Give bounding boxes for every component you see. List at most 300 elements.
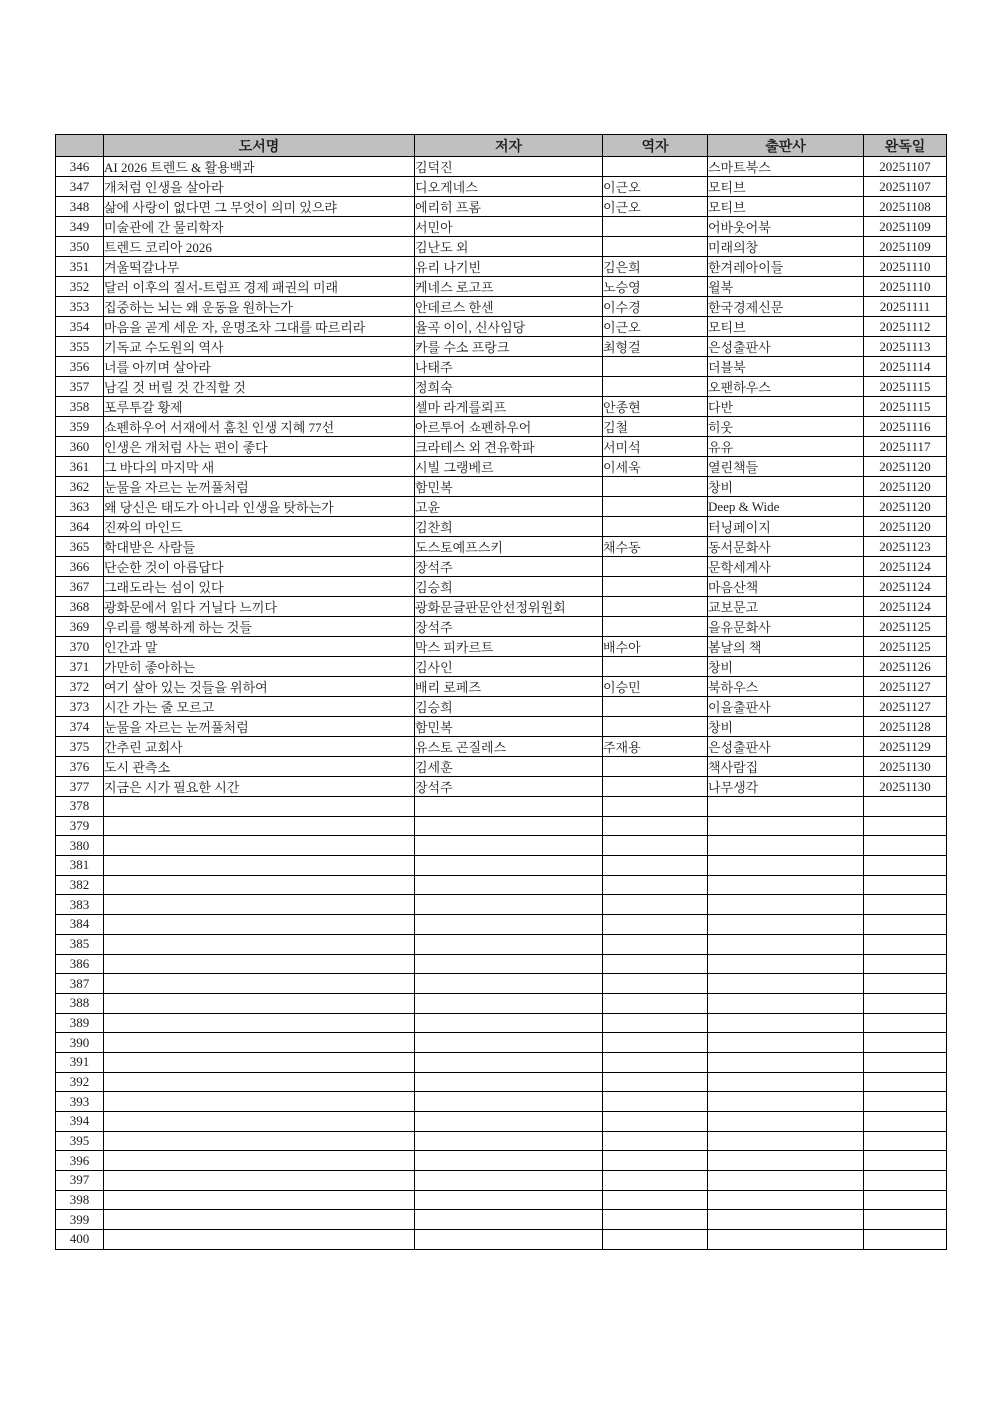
cell-translator: 이수경 — [603, 297, 708, 317]
header-book-title: 도서명 — [104, 135, 415, 157]
cell-author: 막스 피카르트 — [415, 637, 603, 657]
cell-row-number: 387 — [56, 974, 104, 994]
table-row — [56, 737, 947, 757]
cell-row-number: 398 — [56, 1190, 104, 1210]
cell-publisher: 모티브 — [708, 317, 864, 337]
cell-finish-date: 20251109 — [864, 237, 947, 257]
cell-author: 도스토예프스키 — [415, 537, 603, 557]
table-row — [56, 257, 947, 277]
cell-book-title: 포루투갈 황제 — [104, 397, 415, 417]
cell-row-number: 397 — [56, 1171, 104, 1191]
cell-book-title: AI 2026 트렌드 & 활용백과 — [104, 157, 415, 177]
header-publisher: 출판사 — [708, 135, 864, 157]
cell-row-number: 347 — [56, 177, 104, 197]
cell-row-number: 353 — [56, 297, 104, 317]
cell-book-title — [104, 934, 415, 954]
cell-book-title: 간추린 교회사 — [104, 737, 415, 757]
cell-author: 디오게네스 — [415, 177, 603, 197]
table-row — [56, 677, 947, 697]
cell-translator — [603, 657, 708, 677]
cell-finish-date: 20251110 — [864, 257, 947, 277]
cell-finish-date: 20251124 — [864, 577, 947, 597]
table-row — [56, 497, 947, 517]
table-row — [56, 537, 947, 557]
cell-finish-date: 20251130 — [864, 757, 947, 777]
cell-finish-date: 20251108 — [864, 197, 947, 217]
cell-book-title: 시간 가는 줄 모르고 — [104, 697, 415, 717]
cell-book-title: 기독교 수도원의 역사 — [104, 337, 415, 357]
cell-finish-date: 20251124 — [864, 597, 947, 617]
cell-publisher: 이을출판사 — [708, 697, 864, 717]
cell-row-number: 384 — [56, 915, 104, 935]
cell-publisher — [708, 1171, 864, 1191]
cell-row-number: 392 — [56, 1072, 104, 1092]
cell-translator — [603, 1052, 708, 1072]
table-row — [56, 1171, 947, 1191]
table-row — [56, 457, 947, 477]
cell-author: 배리 로페즈 — [415, 677, 603, 697]
table-row — [56, 577, 947, 597]
table-row — [56, 836, 947, 856]
cell-book-title: 너를 아끼며 살아라 — [104, 357, 415, 377]
cell-row-number: 385 — [56, 934, 104, 954]
cell-author: 안데르스 한센 — [415, 297, 603, 317]
cell-row-number: 376 — [56, 757, 104, 777]
cell-row-number: 399 — [56, 1210, 104, 1230]
cell-book-title — [104, 816, 415, 836]
cell-book-title: 왜 당신은 태도가 아니라 인생을 탓하는가 — [104, 497, 415, 517]
cell-finish-date: 20251110 — [864, 277, 947, 297]
cell-author: 김승희 — [415, 577, 603, 597]
cell-book-title — [104, 1190, 415, 1210]
cell-author — [415, 1112, 603, 1132]
header-translator: 역자 — [603, 135, 708, 157]
cell-translator — [603, 1013, 708, 1033]
cell-book-title: 진짜의 마인드 — [104, 517, 415, 537]
cell-publisher: 한국경제신문 — [708, 297, 864, 317]
table-row — [56, 657, 947, 677]
header-row-number — [56, 135, 104, 157]
cell-finish-date: 20251115 — [864, 397, 947, 417]
cell-publisher — [708, 954, 864, 974]
cell-translator — [603, 377, 708, 397]
cell-row-number: 377 — [56, 777, 104, 797]
cell-finish-date: 20251109 — [864, 217, 947, 237]
cell-author — [415, 1092, 603, 1112]
cell-author: 장석주 — [415, 557, 603, 577]
table-row — [56, 437, 947, 457]
cell-publisher — [708, 1131, 864, 1151]
table-row — [56, 617, 947, 637]
cell-translator — [603, 697, 708, 717]
cell-author — [415, 974, 603, 994]
cell-book-title: 그래도라는 섬이 있다 — [104, 577, 415, 597]
cell-finish-date — [864, 1171, 947, 1191]
table-row — [56, 337, 947, 357]
cell-translator — [603, 477, 708, 497]
cell-row-number: 400 — [56, 1230, 104, 1250]
table-row — [56, 777, 947, 797]
cell-row-number: 367 — [56, 577, 104, 597]
cell-row-number: 362 — [56, 477, 104, 497]
cell-translator — [603, 597, 708, 617]
cell-translator — [603, 797, 708, 817]
cell-book-title: 겨울떡갈나무 — [104, 257, 415, 277]
table-row — [56, 1033, 947, 1053]
cell-publisher: 을유문화사 — [708, 617, 864, 637]
cell-author — [415, 856, 603, 876]
cell-row-number: 373 — [56, 697, 104, 717]
cell-translator: 이근오 — [603, 197, 708, 217]
cell-publisher: 열린책들 — [708, 457, 864, 477]
cell-finish-date: 20251127 — [864, 697, 947, 717]
table-row — [56, 1052, 947, 1072]
cell-row-number: 389 — [56, 1013, 104, 1033]
table-row — [56, 757, 947, 777]
cell-publisher: 오팬하우스 — [708, 377, 864, 397]
cell-author — [415, 1190, 603, 1210]
cell-row-number: 395 — [56, 1131, 104, 1151]
cell-author — [415, 1171, 603, 1191]
cell-author: 정희숙 — [415, 377, 603, 397]
cell-translator — [603, 757, 708, 777]
cell-author: 에리히 프롬 — [415, 197, 603, 217]
cell-finish-date: 20251120 — [864, 517, 947, 537]
cell-translator — [603, 836, 708, 856]
cell-publisher — [708, 856, 864, 876]
cell-finish-date — [864, 1151, 947, 1171]
cell-publisher — [708, 1072, 864, 1092]
cell-book-title: 눈물을 자르는 눈꺼풀처럼 — [104, 477, 415, 497]
cell-book-title: 광화문에서 읽다 거닐다 느끼다 — [104, 597, 415, 617]
cell-row-number: 363 — [56, 497, 104, 517]
cell-publisher: 다반 — [708, 397, 864, 417]
cell-translator — [603, 1151, 708, 1171]
cell-row-number: 379 — [56, 816, 104, 836]
cell-book-title: 쇼펜하우어 서재에서 훔친 인생 지혜 77선 — [104, 417, 415, 437]
cell-book-title: 집중하는 뇌는 왜 운동을 원하는가 — [104, 297, 415, 317]
cell-publisher — [708, 1230, 864, 1250]
cell-row-number: 361 — [56, 457, 104, 477]
cell-row-number: 370 — [56, 637, 104, 657]
cell-book-title: 개처럼 인생을 살아라 — [104, 177, 415, 197]
cell-book-title: 트렌드 코리아 2026 — [104, 237, 415, 257]
cell-translator — [603, 1171, 708, 1191]
cell-finish-date: 20251127 — [864, 677, 947, 697]
table-row — [56, 197, 947, 217]
cell-author: 김사인 — [415, 657, 603, 677]
cell-row-number: 381 — [56, 856, 104, 876]
cell-translator: 최형걸 — [603, 337, 708, 357]
cell-finish-date: 20251130 — [864, 777, 947, 797]
table-row — [56, 317, 947, 337]
cell-publisher: 창비 — [708, 717, 864, 737]
cell-row-number: 356 — [56, 357, 104, 377]
cell-book-title — [104, 915, 415, 935]
cell-translator: 주재용 — [603, 737, 708, 757]
cell-translator — [603, 717, 708, 737]
cell-row-number: 383 — [56, 895, 104, 915]
cell-book-title — [104, 1112, 415, 1132]
cell-finish-date — [864, 895, 947, 915]
table-row — [56, 1131, 947, 1151]
cell-publisher — [708, 797, 864, 817]
table-row — [56, 297, 947, 317]
cell-finish-date — [864, 1210, 947, 1230]
cell-publisher: 동서문화사 — [708, 537, 864, 557]
cell-book-title — [104, 875, 415, 895]
table-row — [56, 856, 947, 876]
cell-row-number: 348 — [56, 197, 104, 217]
cell-publisher — [708, 934, 864, 954]
table-row — [56, 934, 947, 954]
cell-book-title — [104, 1151, 415, 1171]
cell-publisher: 유유 — [708, 437, 864, 457]
cell-translator — [603, 1112, 708, 1132]
cell-publisher — [708, 1092, 864, 1112]
cell-row-number: 393 — [56, 1092, 104, 1112]
cell-translator — [603, 895, 708, 915]
cell-author — [415, 1052, 603, 1072]
cell-author — [415, 1230, 603, 1250]
table-row — [56, 915, 947, 935]
cell-translator — [603, 237, 708, 257]
cell-author: 김덕진 — [415, 157, 603, 177]
cell-book-title: 눈물을 자르는 눈꺼풀처럼 — [104, 717, 415, 737]
cell-row-number: 359 — [56, 417, 104, 437]
cell-publisher: 스마트북스 — [708, 157, 864, 177]
cell-finish-date: 20251117 — [864, 437, 947, 457]
cell-author — [415, 934, 603, 954]
cell-finish-date: 20251112 — [864, 317, 947, 337]
table-row — [56, 177, 947, 197]
cell-finish-date: 20251124 — [864, 557, 947, 577]
cell-publisher: 어바웃어북 — [708, 217, 864, 237]
cell-row-number: 354 — [56, 317, 104, 337]
cell-book-title: 삶에 사랑이 없다면 그 무엇이 의미 있으랴 — [104, 197, 415, 217]
cell-translator — [603, 1131, 708, 1151]
cell-finish-date — [864, 1190, 947, 1210]
cell-translator: 노승영 — [603, 277, 708, 297]
cell-author: 카를 수소 프랑크 — [415, 337, 603, 357]
cell-publisher: 봄날의 책 — [708, 637, 864, 657]
cell-publisher — [708, 1210, 864, 1230]
cell-finish-date: 20251116 — [864, 417, 947, 437]
cell-publisher — [708, 1151, 864, 1171]
cell-translator — [603, 875, 708, 895]
cell-row-number: 355 — [56, 337, 104, 357]
cell-row-number: 374 — [56, 717, 104, 737]
cell-row-number: 386 — [56, 954, 104, 974]
header-author: 저자 — [415, 135, 603, 157]
cell-publisher: 나무생각 — [708, 777, 864, 797]
cell-translator — [603, 1190, 708, 1210]
cell-finish-date — [864, 1092, 947, 1112]
cell-finish-date: 20251107 — [864, 177, 947, 197]
cell-finish-date — [864, 875, 947, 895]
cell-row-number: 357 — [56, 377, 104, 397]
cell-finish-date: 20251120 — [864, 457, 947, 477]
cell-row-number: 369 — [56, 617, 104, 637]
cell-book-title: 달러 이후의 질서-트럼프 경제 패권의 미래 — [104, 277, 415, 297]
cell-publisher: 창비 — [708, 657, 864, 677]
cell-publisher: 은성출판사 — [708, 737, 864, 757]
cell-publisher — [708, 993, 864, 1013]
cell-finish-date — [864, 1052, 947, 1072]
table-row — [56, 1112, 947, 1132]
table-row — [56, 697, 947, 717]
cell-book-title: 남길 것 버릴 것 간직할 것 — [104, 377, 415, 397]
cell-finish-date — [864, 836, 947, 856]
table-row — [56, 1230, 947, 1250]
cell-translator: 김철 — [603, 417, 708, 437]
table-row — [56, 237, 947, 257]
cell-publisher: 교보문고 — [708, 597, 864, 617]
cell-publisher: Deep & Wide — [708, 497, 864, 517]
cell-translator — [603, 974, 708, 994]
cell-translator: 이근오 — [603, 177, 708, 197]
cell-author — [415, 993, 603, 1013]
cell-book-title: 여기 살아 있는 것들을 위하여 — [104, 677, 415, 697]
table-row — [56, 597, 947, 617]
cell-publisher: 터닝페이지 — [708, 517, 864, 537]
cell-finish-date: 20251111 — [864, 297, 947, 317]
cell-publisher — [708, 1033, 864, 1053]
cell-author — [415, 1072, 603, 1092]
cell-book-title — [104, 856, 415, 876]
cell-row-number: 350 — [56, 237, 104, 257]
cell-author: 유리 나기빈 — [415, 257, 603, 277]
cell-translator — [603, 934, 708, 954]
cell-translator — [603, 617, 708, 637]
cell-book-title — [104, 1171, 415, 1191]
table-row — [56, 377, 947, 397]
table-row — [56, 1190, 947, 1210]
cell-finish-date: 20251120 — [864, 497, 947, 517]
cell-publisher: 윌북 — [708, 277, 864, 297]
table-row — [56, 217, 947, 237]
cell-translator — [603, 557, 708, 577]
cell-row-number: 371 — [56, 657, 104, 677]
cell-author: 고윤 — [415, 497, 603, 517]
cell-translator — [603, 1033, 708, 1053]
cell-translator — [603, 357, 708, 377]
cell-finish-date — [864, 1112, 947, 1132]
cell-publisher — [708, 1190, 864, 1210]
cell-translator — [603, 915, 708, 935]
cell-publisher: 마음산책 — [708, 577, 864, 597]
cell-translator: 이세욱 — [603, 457, 708, 477]
cell-finish-date — [864, 816, 947, 836]
cell-author — [415, 915, 603, 935]
cell-author: 김난도 외 — [415, 237, 603, 257]
cell-book-title: 인간과 말 — [104, 637, 415, 657]
cell-book-title — [104, 895, 415, 915]
header-row — [56, 135, 947, 157]
cell-finish-date: 20251125 — [864, 637, 947, 657]
cell-publisher: 더블북 — [708, 357, 864, 377]
cell-author — [415, 875, 603, 895]
cell-book-title — [104, 1210, 415, 1230]
cell-publisher: 한겨레아이들 — [708, 257, 864, 277]
cell-author: 장석주 — [415, 617, 603, 637]
cell-row-number: 388 — [56, 993, 104, 1013]
cell-book-title — [104, 1013, 415, 1033]
cell-publisher — [708, 816, 864, 836]
cell-translator: 김은희 — [603, 257, 708, 277]
cell-finish-date — [864, 1033, 947, 1053]
cell-author: 김승희 — [415, 697, 603, 717]
cell-row-number: 368 — [56, 597, 104, 617]
cell-translator — [603, 777, 708, 797]
cell-translator — [603, 954, 708, 974]
cell-publisher: 문학세계사 — [708, 557, 864, 577]
cell-book-title: 그 바다의 마지막 새 — [104, 457, 415, 477]
cell-publisher: 창비 — [708, 477, 864, 497]
cell-author: 장석주 — [415, 777, 603, 797]
cell-author: 유스토 곤질레스 — [415, 737, 603, 757]
cell-row-number: 378 — [56, 797, 104, 817]
cell-translator: 채수동 — [603, 537, 708, 557]
cell-author: 아르투어 쇼펜하우어 — [415, 417, 603, 437]
cell-row-number: 349 — [56, 217, 104, 237]
cell-publisher: 은성출판사 — [708, 337, 864, 357]
book-table-body — [56, 157, 947, 1250]
table-row — [56, 875, 947, 895]
document-page — [55, 134, 947, 1250]
cell-publisher — [708, 895, 864, 915]
cell-book-title — [104, 1092, 415, 1112]
cell-finish-date: 20251114 — [864, 357, 947, 377]
cell-author: 셀마 라게를뢰프 — [415, 397, 603, 417]
cell-publisher — [708, 1013, 864, 1033]
cell-book-title: 단순한 것이 아름답다 — [104, 557, 415, 577]
cell-book-title — [104, 974, 415, 994]
cell-finish-date: 20251129 — [864, 737, 947, 757]
cell-author: 서민아 — [415, 217, 603, 237]
header-finish-date: 완독일 — [864, 135, 947, 157]
cell-translator: 배수아 — [603, 637, 708, 657]
cell-translator — [603, 993, 708, 1013]
cell-book-title — [104, 797, 415, 817]
table-row — [56, 357, 947, 377]
cell-translator — [603, 856, 708, 876]
cell-author — [415, 1033, 603, 1053]
cell-book-title: 지금은 시가 필요한 시간 — [104, 777, 415, 797]
table-row — [56, 954, 947, 974]
cell-author — [415, 954, 603, 974]
cell-finish-date: 20251115 — [864, 377, 947, 397]
cell-author: 케네스 로고프 — [415, 277, 603, 297]
cell-publisher: 모티브 — [708, 197, 864, 217]
cell-finish-date: 20251126 — [864, 657, 947, 677]
cell-translator — [603, 497, 708, 517]
cell-book-title — [104, 993, 415, 1013]
cell-book-title: 도시 관측소 — [104, 757, 415, 777]
table-row — [56, 637, 947, 657]
cell-author — [415, 1131, 603, 1151]
cell-translator — [603, 157, 708, 177]
cell-row-number: 366 — [56, 557, 104, 577]
cell-finish-date — [864, 934, 947, 954]
cell-finish-date — [864, 856, 947, 876]
cell-book-title: 마음을 곧게 세운 자, 운명조차 그대를 따르리라 — [104, 317, 415, 337]
cell-row-number: 351 — [56, 257, 104, 277]
cell-finish-date — [864, 915, 947, 935]
cell-author: 함민복 — [415, 717, 603, 737]
table-row — [56, 1151, 947, 1171]
cell-translator: 안종현 — [603, 397, 708, 417]
